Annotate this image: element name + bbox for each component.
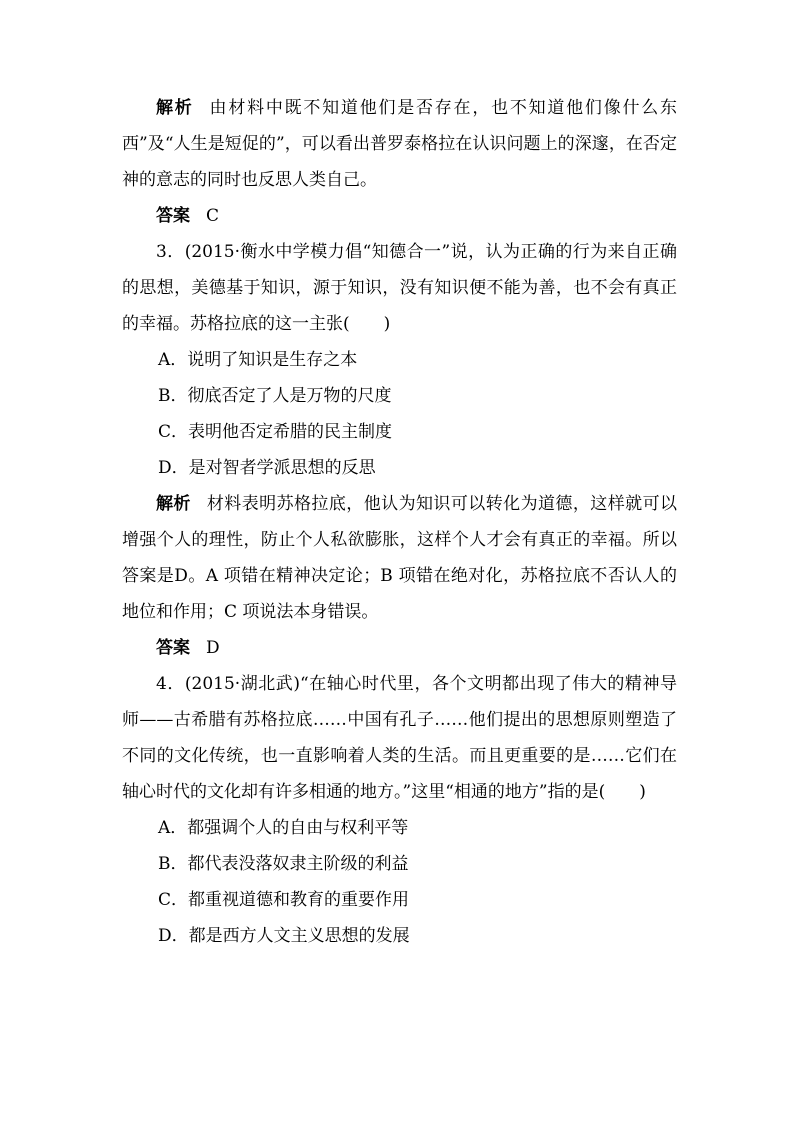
analysis-text: 材料表明苏格拉底，他认为知识可以转化为道德，这样就可以增强个人的理性，防止个人私欲膨胀，这样个人才会有真正的幸福。所以答案是D。A 项错在精神决定论；B 项错在绝对化，苏格拉底不否认人的地位和作用；C 项说法本身错误。	[122, 494, 678, 622]
answer-line-1	[122, 198, 677, 234]
analysis-paragraph-1	[122, 90, 677, 198]
question-4-option-d: D．都是西方人文主义思想的发展	[158, 926, 410, 946]
answer-line-3	[122, 630, 677, 666]
question-4-option-a: A．都强调个人的自由与权利平等	[158, 818, 409, 838]
analysis-text: 由材料中既不知道他们是否存在，也不知道他们像什么东西”及“人生是短促的”，可以看出普罗泰格拉在认识问题上的深邃，在否定神的意志的同时也反思人类自己。	[122, 98, 678, 190]
question-3-option-d: D．是对智者学派思想的反思	[158, 458, 376, 478]
analysis-label: 解析	[156, 494, 191, 514]
question-3-option-b: B．彻底否定了人是万物的尺度	[158, 386, 392, 406]
question-4-option-c: C．都重视道德和教育的重要作用	[158, 890, 410, 910]
document-page	[122, 90, 677, 954]
question-4-stem: 4．(2015·湖北武)“在轴心时代里，各个文明都出现了伟大的精神导师——古希腊有苏格拉底……中国有孔子……他们提出的思想原则塑造了不同的文化传统，也一直影响着人类的生活。而且更重要的是……它们在轴心时代的文化却有许多相通的地方。”这里“相通的地方”指的是( )	[122, 674, 677, 802]
question-3-option-c: C．表明他否定希腊的民主制度	[158, 422, 393, 442]
question-3-stem: 3．(2015·衡水中学模力倡“知德合一”说，认为正确的行为来自正确的思想，美德基于知识，源于知识，没有知识便不能为善，也不会有真正的幸福。苏格拉底的这一主张( )	[122, 242, 677, 334]
answer-value: C	[206, 206, 220, 226]
answer-label: 答案	[156, 206, 190, 226]
question-4-option-b: B．都代表没落奴隶主阶级的利益	[158, 854, 409, 874]
analysis-label: 解析	[156, 98, 194, 118]
analysis-paragraph-3	[122, 486, 677, 630]
answer-value: D	[206, 638, 220, 658]
answer-label: 答案	[156, 638, 190, 658]
question-3-option-a: A．说明了知识是生存之本	[158, 350, 358, 370]
